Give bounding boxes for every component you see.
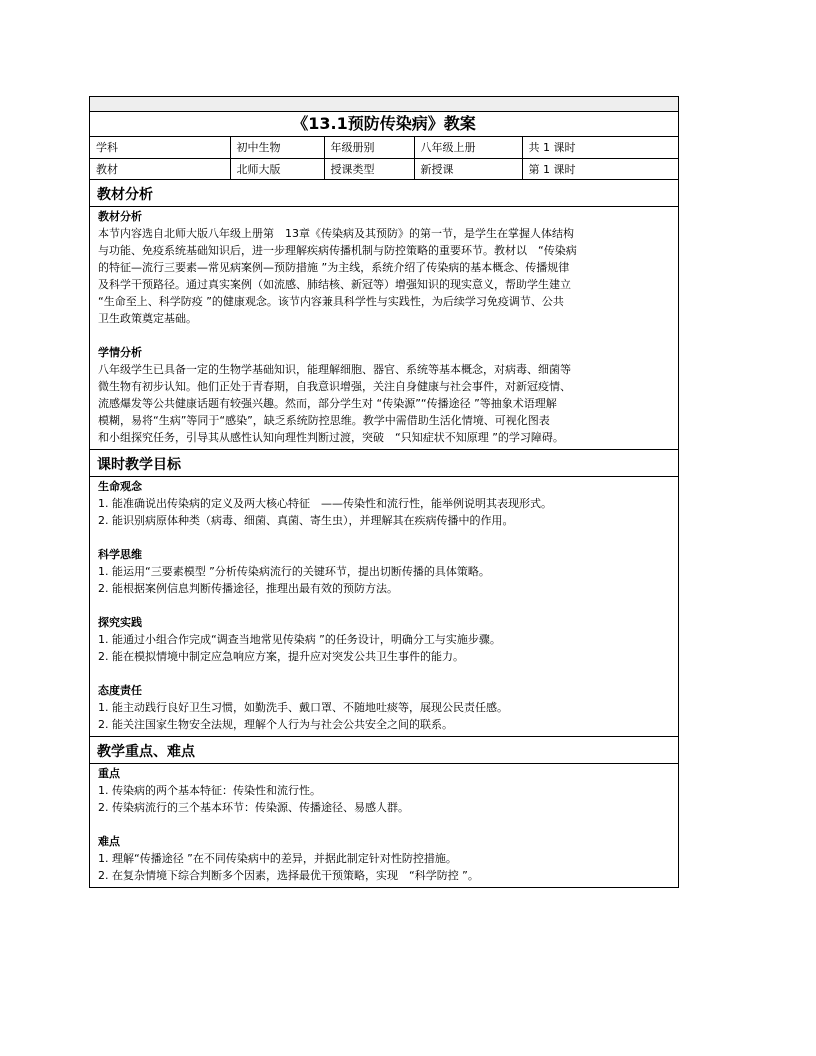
info-cell: 北师大版 xyxy=(230,158,324,179)
list-item: 1. 能主动践行良好卫生习惯，如勤洗手、戴口罩、不随地吐痰等，展现公民责任感。 xyxy=(98,700,508,714)
list-item: 2. 能在模拟情境中制定应急响应方案，提升应对突发公共卫生事件的能力。 xyxy=(98,649,464,663)
text-line: 及科学干预路径。通过真实案例（如流感、肺结核、新冠等）增强知识的现实意义，帮助学生建立 xyxy=(98,277,571,291)
list-item: 2. 能关注国家生物安全法规，理解个人行为与社会公共安全之间的联系。 xyxy=(98,717,453,731)
text-line: 流感爆发等公共健康话题有较强兴趣。然而，部分学生对 “传染源”“传播途径 ”等抽象术语理解 xyxy=(98,396,557,410)
text-line: 和小组探究任务，引导其从感性认知向理性判断过渡，突破 “只知症状不知原理 ”的学习障碍。 xyxy=(98,430,564,444)
info-table xyxy=(90,137,678,180)
text-line: 模糊，易将“生病”等同于“感染”，缺乏系统防控思维。教学中需借助生活化情境、可视化图表 xyxy=(98,413,550,427)
text-line: 与功能、免疫系统基础知识后，进一步理解疾病传播机制与防控策略的重要环节。教材以 “传染病 xyxy=(98,243,577,257)
section-heading-keypoints: 教学重点、难点 xyxy=(90,741,678,764)
list-item: 2. 能根据案例信息判断传播途径，推理出最有效的预防方法。 xyxy=(98,581,398,595)
info-cell: 年级册别 xyxy=(324,137,414,158)
info-row xyxy=(90,158,678,179)
info-cell: 新授课 xyxy=(414,158,522,179)
text-line: “生命至上、科学防疫 ”的健康观念。该节内容兼具科学性与实践性，为后续学习免疫调节、公共 xyxy=(98,294,564,308)
section-heading-objectives: 课时教学目标 xyxy=(90,454,678,477)
subheading: 教材分析 xyxy=(98,209,142,223)
header-bar xyxy=(90,97,678,112)
info-row xyxy=(90,137,678,158)
list-item: 2. 能识别病原体种类（病毒、细菌、真菌、寄生虫），并理解其在疾病传播中的作用。 xyxy=(98,513,514,527)
list-item: 1. 能准确说出传染病的定义及两大核心特征 ——传染性和流行性，能举例说明其表现形式。 xyxy=(98,496,552,510)
list-item: 2. 在复杂情境下综合判断多个因素，选择最优干预策略，实现 “科学防控 ”。 xyxy=(98,868,479,882)
text-line: 八年级学生已具备一定的生物学基础知识，能理解细胞、器官、系统等基本概念，对病毒、细菌等 xyxy=(98,362,571,376)
subheading: 生命观念 xyxy=(98,479,142,493)
subheading: 态度责任 xyxy=(98,683,142,697)
subheading: 学情分析 xyxy=(98,345,142,359)
subheading: 探究实践 xyxy=(98,615,142,629)
section-body-keypoints xyxy=(90,764,678,887)
section-body-objectives xyxy=(90,477,678,737)
info-cell: 初中生物 xyxy=(230,137,324,158)
page-title: 《13.1预防传染病》教案 xyxy=(90,112,678,137)
subheading: 难点 xyxy=(98,834,120,848)
info-cell: 八年级上册 xyxy=(414,137,522,158)
info-cell: 共 1 课时 xyxy=(522,137,678,158)
text-line: 微生物有初步认知。他们正处于青春期，自我意识增强，关注自身健康与社会事件，对新冠疫情、 xyxy=(98,379,571,393)
text-line: 卫生政策奠定基础。 xyxy=(98,311,197,325)
list-item: 1. 能通过小组合作完成“调查当地常见传染病 ”的任务设计，明确分工与实施步骤。 xyxy=(98,632,501,646)
section-body-analysis xyxy=(90,207,678,450)
info-cell: 教材 xyxy=(90,158,230,179)
info-cell: 学科 xyxy=(90,137,230,158)
subheading: 重点 xyxy=(98,766,120,780)
info-cell: 授课类型 xyxy=(324,158,414,179)
text-line: 本节内容选自北师大版八年级上册第 13章《传染病及其预防》的第一节，是学生在掌握人体结构 xyxy=(98,226,574,240)
list-item: 1. 理解“传播途径 ”在不同传染病中的差异，并据此制定针对性防控措施。 xyxy=(98,851,457,865)
list-item: 1. 传染病的两个基本特征：传染性和流行性。 xyxy=(98,783,321,797)
lesson-plan-document xyxy=(89,96,679,888)
subheading: 科学思维 xyxy=(98,547,142,561)
list-item: 1. 能运用“三要素模型 ”分析传染病流行的关键环节，提出切断传播的具体策略。 xyxy=(98,564,490,578)
text-line: 的特征—流行三要素—常见病案例—预防措施 ”为主线，系统介绍了传染病的基本概念、传播规律 xyxy=(98,260,570,274)
info-cell: 第 1 课时 xyxy=(522,158,678,179)
section-heading-analysis: 教材分析 xyxy=(90,184,678,207)
list-item: 2. 传染病流行的三个基本环节：传染源、传播途径、易感人群。 xyxy=(98,800,409,814)
